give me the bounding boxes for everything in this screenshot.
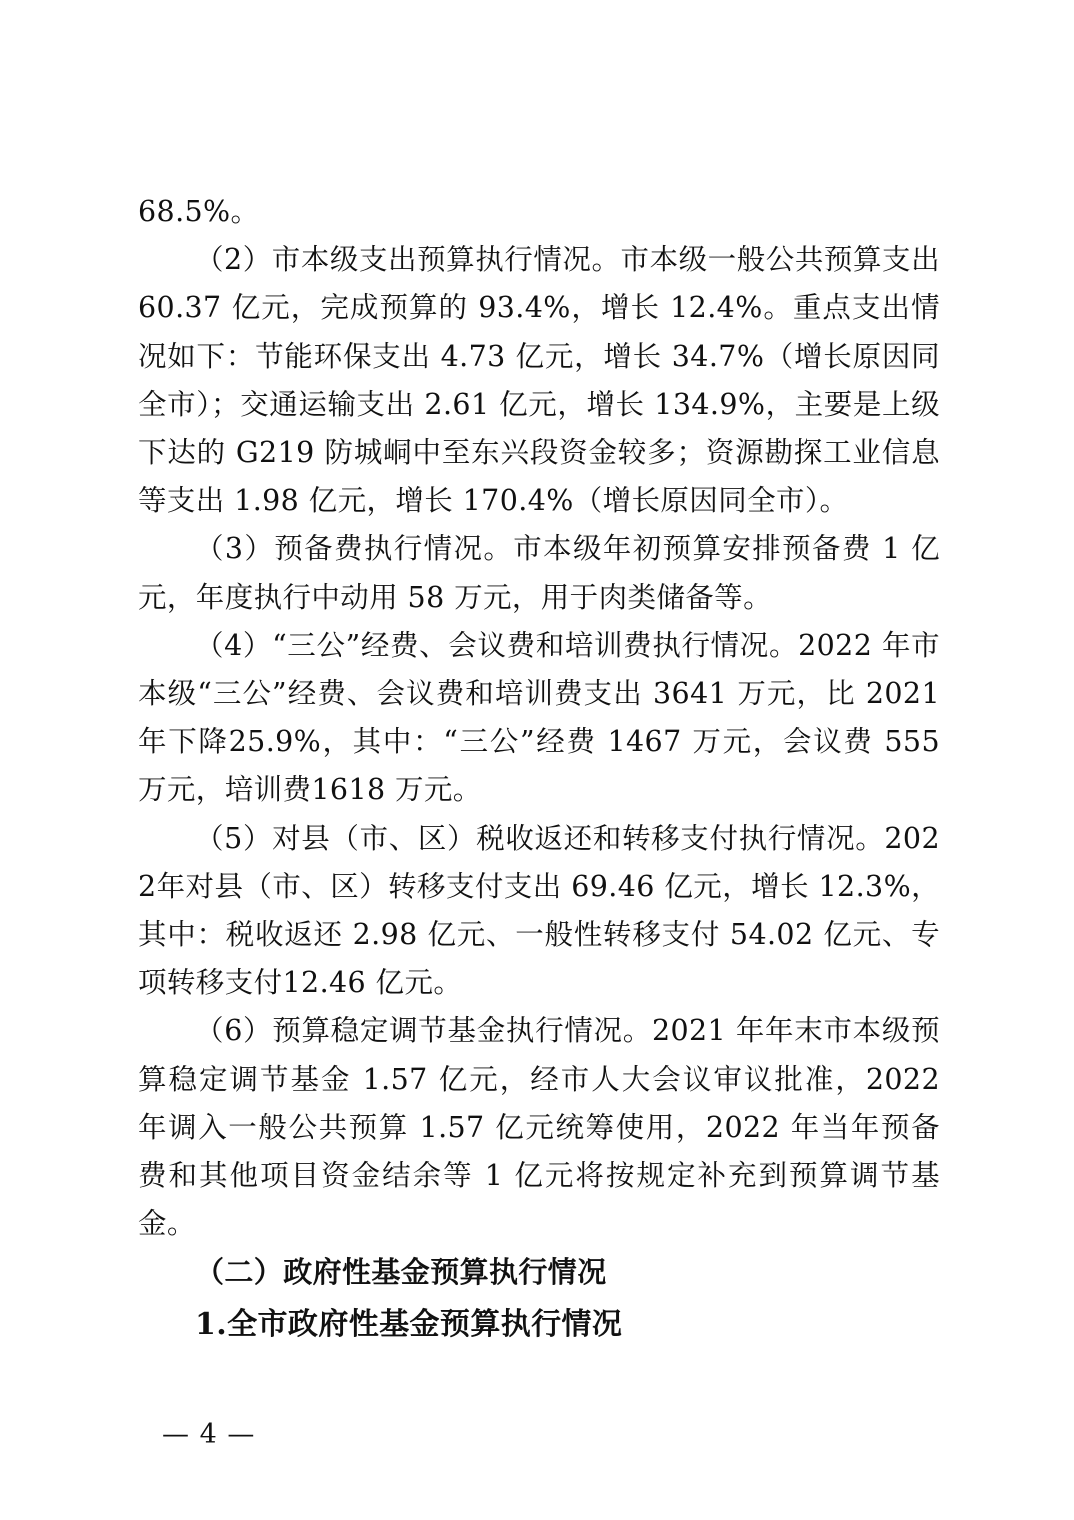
paragraph-city-expenditure: （2）市本级支出预算执行情况。市本级一般公共预算支出60.37 亿元，完成预算的 93.4%，增长 12.4%。重点支出情况如下：节能环保支出 4.73 亿元，增长 34.7%（增长原因同全市）；交通运输支出 2.61 亿元，增长 134.9%，主要是上级下达的 G219 防城峒中至东兴段资金较多；资源勘探工业信息等支出 1.98 亿元，增长 170.4%（增长原因同全市）。 xyxy=(138,243,940,518)
paragraph-continuation: 68.5%。 xyxy=(138,195,260,228)
paragraph-reserve-fund: （3）预备费执行情况。市本级年初预算安排预备费 1 亿元，年度执行中动用 58 万元，用于肉类储备等。 xyxy=(138,532,940,614)
document-body xyxy=(138,188,940,1349)
paragraph-three-public-expenses: （4）“三公”经费、会议费和培训费执行情况。2022 年市本级“三公”经费、会议费和培训费支出 3641 万元，比 2021 年下降25.9%，其中：“三公”经费 1467 万元，会议费 555 万元，培训费1618 万元。 xyxy=(138,628,940,807)
paragraph-stabilization-fund: （6）预算稳定调节基金执行情况。2021 年年末市本级预算稳定调节基金 1.57 亿元，经市人大会议审议批准，2022 年调入一般公共预算 1.57 亿元统筹使用，2022 年当年预备费和其他项目资金结余等 1 亿元将按规定补充到预算调节基金。 xyxy=(138,1014,940,1241)
page-number: — 4 — xyxy=(162,1419,256,1450)
subsection-heading: 1.全市政府性基金预算执行情况 xyxy=(195,1306,623,1342)
paragraph-county-transfers: （5）对县（市、区）税收返还和转移支付执行情况。2022年对县（市、区）转移支付支出 69.46 亿元，增长 12.3%，其中：税收返还 2.98 亿元、一般性转移支付 54.02 亿元、专项转移支付12.46 亿元。 xyxy=(138,821,940,1000)
section-heading: （二）政府性基金预算执行情况 xyxy=(195,1255,607,1290)
